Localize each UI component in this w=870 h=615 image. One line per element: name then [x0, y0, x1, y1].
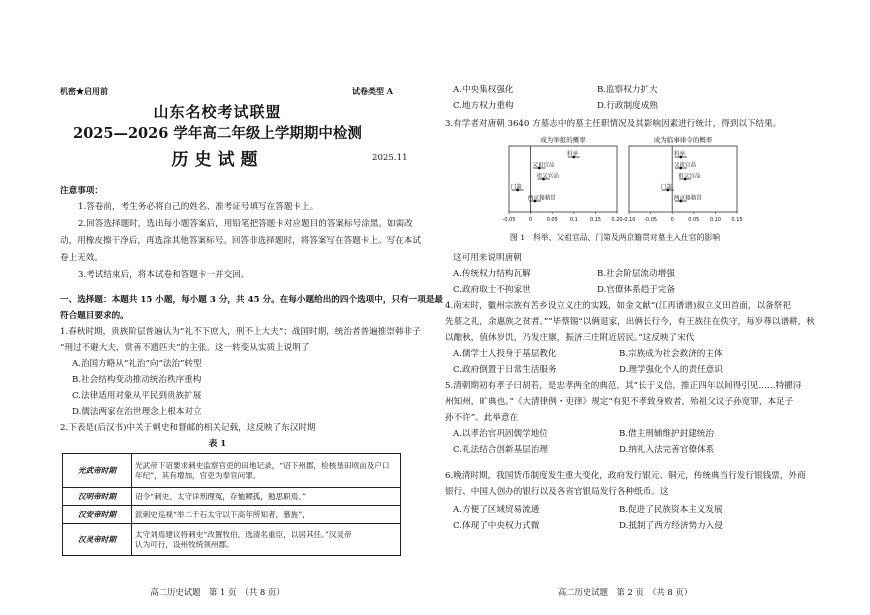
category-label: 父祖官品	[532, 162, 555, 169]
subject-title: 历史试题	[171, 150, 264, 170]
category-label: 科举	[566, 151, 579, 158]
question-5-stem: 孙不许”。此举意在	[445, 413, 519, 423]
chart-exam-probability	[503, 134, 621, 226]
exam-organization: 山东名校考试联盟	[153, 103, 282, 121]
x-tick-label: -0.05	[644, 217, 658, 223]
question-5-stem: 州知州，旷典也。”《大清律例・吏律》规定“有犯不孝致身败者，殆祖父议子孙宽罪，本足子	[445, 397, 794, 407]
right-page	[435, 0, 870, 615]
question-6-stem: 银行、中国人创办的银行以及各省官银局发行各种纸币。这	[445, 487, 669, 497]
question-5-stem: 5.清朝期初有孝子曰胡若，是忠孝两全的典范，其“长于义信，推正四年以间得引见……特擢浔	[445, 381, 802, 391]
table-row	[63, 454, 401, 488]
question-1-option-a[interactable]: A.治国方略从“礼治”向“法治”转型	[72, 359, 202, 369]
question-6-option-a[interactable]: A.方便了区域贸易流通	[453, 505, 540, 515]
question-3-option-d[interactable]: D.官僚体系趋于完备	[597, 285, 676, 295]
record-table	[62, 453, 401, 556]
category-label: 父祖官品	[673, 162, 697, 169]
table-row	[63, 488, 401, 506]
table-period-cell: 汉安帝时期	[63, 506, 132, 524]
x-tick-label: 0	[670, 217, 674, 223]
table-caption: 表 1	[208, 439, 227, 449]
question-6-option-c[interactable]: C.体现了中央权力式微	[453, 521, 540, 531]
notice-line: 卷上无效。	[60, 253, 103, 263]
question-6-option-d[interactable]: D.抵制了西方经济势力入侵	[619, 521, 723, 531]
notice-title: 注意事项：	[60, 186, 103, 196]
table-text-line: 太守刘焉建议将刺史“改置牧伯，选清名重臣，以居其任。”汉灵帝	[135, 529, 352, 539]
question-5-option-c[interactable]: C.礼法结合创新基层治理	[453, 445, 548, 455]
question-1-stem: “刑过不避大夫，赏善不遗匹夫”的主张。这一转变从实质上说明了	[60, 343, 310, 353]
question-6-option-b[interactable]: B.促进了民族资本主义发展	[619, 505, 723, 515]
table-text-cell: 派刺史巡视“举二千石太守以下高年所知者，慕旌”，	[132, 506, 401, 524]
x-tick-label: -0.10	[622, 217, 636, 223]
category-label: 门第	[660, 184, 673, 191]
question-5-option-b[interactable]: B.借主刑辅维护封建统治	[619, 429, 714, 439]
question-3-option-b[interactable]: B.社会阶层流动增强	[597, 269, 675, 279]
secret-label: 机密★启用前	[60, 86, 108, 96]
question-4-option-a[interactable]: A.儒学士人投身于基层教化	[453, 349, 557, 359]
page-footer: 高二历史试题 第 1 页 （共 8 页）	[150, 587, 285, 597]
question-4-option-b[interactable]: B.宗族成为社会救济的主体	[619, 349, 723, 359]
category-label: 祖父官品	[678, 173, 701, 180]
question-4-stem: 以酿秋，值休岁饥，乃发庄廪，振济三庄附近居民。”这反映了宋代	[445, 333, 695, 343]
x-tick-label: 0.05	[546, 217, 558, 223]
chart-title: 成为举报的概率	[540, 136, 586, 144]
question-3-stem: 3.有学者对唐朝 3640 方墓志中的墓主任职情况及其影响因素进行统计，得到以下结果。	[445, 119, 782, 129]
table-period-cell: 光武帝时期	[63, 454, 132, 488]
category-label: 祖父官品	[536, 173, 559, 180]
question-3-stem-2: 这可用来说明唐朝	[453, 253, 522, 263]
category-label: 门第	[510, 184, 522, 191]
question-2-option-c[interactable]: C.地方权力重构	[453, 101, 514, 111]
question-1-option-d[interactable]: D.儒法两家在治世理念上根本对立	[72, 407, 202, 417]
x-tick-label: 0	[529, 217, 533, 223]
table-text-line: 认为可行，设州牧统领州郡。	[135, 539, 234, 549]
question-1-option-b[interactable]: B.社会结构变动推动统治秩序重构	[72, 375, 202, 385]
table-row	[63, 506, 401, 524]
table-text-cell	[132, 524, 401, 556]
paper-type-label: 试卷类型 A	[352, 86, 393, 96]
question-5-option-d[interactable]: D.纳礼入法完善官僚体系	[619, 445, 715, 455]
category-label: 科举	[673, 151, 686, 158]
question-1-option-c[interactable]: C.法律适用对象从平民到贵族扩展	[72, 391, 202, 401]
category-label: 两京籍籍贯	[673, 195, 702, 202]
notice-line: 动，用橡皮擦干净后，再选涂其他答案标号。回答非选择题时，将答案写在答题卡上。写在本试	[60, 236, 421, 246]
x-tick-label: 0.1	[569, 217, 578, 223]
x-tick-label: -0.05	[502, 217, 516, 223]
question-3-option-a[interactable]: A.传统权力结构瓦解	[453, 269, 531, 279]
x-tick-label: 0.10	[709, 217, 721, 223]
question-2-option-b[interactable]: B.监察权力扩大	[597, 85, 658, 95]
notice-line: 3.考试结束后，将本试卷和答题卡一并交回。	[78, 270, 250, 280]
table-text-cell: 光武帝下诏要求刺史监察官吏的田地记录，“诏下州郡，检核垦田顷亩及户口年纪”，其有增加，官吏为奉官问罪。	[132, 454, 401, 488]
question-6-stem: 6.晚清时期，我国货币制度发生重大变化，政府发行银元、铜元，传统典当行发行银钱票，外商	[445, 471, 806, 481]
question-1-stem: 1.春秋时期，贵族阶层普遍认为“礼不下庶人，刑不上大夫”；战国时期，统治者普遍推崇韩非子	[60, 327, 421, 337]
table-row	[63, 524, 401, 556]
x-tick-label: 0.15	[589, 217, 601, 223]
table-period-cell: 汉明帝时期	[63, 488, 132, 506]
question-4-option-d[interactable]: D.理学强化个人的责任意识	[619, 365, 723, 375]
x-tick-label: 0.20	[611, 217, 623, 223]
section-heading: 一、选择题：本题共 15 小题，每小题 3 分，共 45 分。在每小题给出的四个选项中，只有一项是最	[60, 295, 444, 305]
x-tick-label: 0.05	[688, 217, 700, 223]
table-text-cell: 诏令“刺史、太守详刑理冤，存恤鳏孤，勉思职焉。”	[132, 488, 401, 506]
table-period-cell: 汉灵帝时期	[63, 524, 132, 556]
chart-official-probability	[623, 134, 741, 226]
question-2-stem: 2.下表是(后汉书)中关于刺史和督邮的相关记载，这反映了东汉时期	[60, 423, 316, 433]
plot-frame	[509, 146, 617, 212]
exam-date: 2025.11	[372, 153, 408, 163]
question-4-option-c[interactable]: C.政府倒置于日常生活服务	[453, 365, 557, 375]
section-heading: 符合题目要求的。	[60, 311, 129, 321]
chart-title: 成为临事律令的概率	[653, 136, 713, 144]
question-5-option-a[interactable]: A.以孝治官巩固儒学地位	[453, 429, 548, 439]
category-label: 两京籍籍贯	[527, 195, 556, 202]
page-footer: 高二历史试题 第 2 页 （共 8 页）	[557, 587, 693, 597]
question-3-option-c[interactable]: C.政府取士不拘家世	[453, 285, 531, 295]
notice-line: 2.回答选择题时，选出每小题答案后，用铅笔把答题卡对应题目的答案标号涂黑。如需改	[78, 219, 413, 229]
notice-line: 1.答卷前，考生务必将自己的姓名、准考证号填写在答题卡上。	[78, 202, 319, 212]
question-4-stem: 先墓之礼，余惠族之贫者。””毕蔡锡“以俩退家，出俩长行今，有王族往在佚守，每岁尊以谱耕，秋	[445, 317, 815, 327]
figure-caption: 图 1 科举、父祖官品、门第及两京籍贯对墓主入仕官的影响	[509, 233, 721, 242]
x-tick-label: 0.15	[731, 217, 743, 223]
exam-name: 2025—2026 学年高二年级上学期期中检测	[73, 125, 362, 142]
question-2-option-d[interactable]: D.行政制度成熟	[597, 101, 658, 111]
question-2-option-a[interactable]: A.中央集权强化	[453, 85, 514, 95]
question-4-stem: 4.南宋时，徽州宗族有苦乡设立义庄的实践，如金文献“(江再谱谱)叙立义田首面，以备祭祀	[445, 301, 791, 311]
